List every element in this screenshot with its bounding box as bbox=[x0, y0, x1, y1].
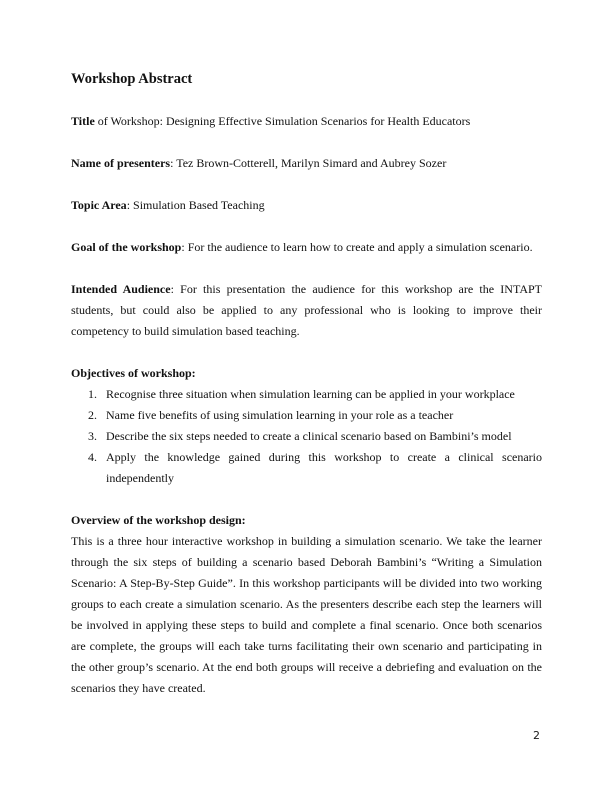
objective-text: Recognise three situation when simulation learning can be applied in your workplace bbox=[106, 387, 515, 401]
presenters-label: Name of presenters bbox=[71, 156, 171, 170]
intended-audience-field bbox=[71, 279, 542, 342]
page-content bbox=[71, 70, 542, 699]
presenters-field bbox=[71, 153, 542, 174]
objectives-title: Objectives of workshop: bbox=[71, 366, 196, 380]
topic-area-value: Simulation Based Teaching bbox=[133, 198, 265, 212]
goal-field bbox=[71, 237, 542, 258]
objective-number: 2. bbox=[88, 408, 97, 422]
workshop-title-label-rest: of Workshop: bbox=[94, 114, 166, 128]
intended-audience-value: For this presentation the audience for this workshop are the INTAPT students, but could also be applied to any professional who is looking to improve their competency to build simulation based teaching. bbox=[71, 282, 542, 338]
page-title: Workshop Abstract bbox=[71, 71, 193, 87]
objective-item bbox=[71, 384, 542, 405]
objective-text: Name five benefits of using simulation learning in your role as a teacher bbox=[106, 408, 454, 422]
intended-audience-label: Intended Audience bbox=[71, 282, 171, 296]
workshop-title-field bbox=[71, 111, 542, 132]
goal-label: Goal of the workshop bbox=[71, 240, 182, 254]
objectives-list bbox=[71, 384, 542, 489]
topic-area-label: Topic Area bbox=[71, 198, 127, 212]
objective-number: 4. bbox=[88, 450, 97, 464]
objective-number: 1. bbox=[88, 387, 97, 401]
objective-text: Apply the knowledge gained during this workshop to create a clinical scenario independently bbox=[106, 450, 542, 485]
presenters-value: Tez Brown-Cotterell, Marilyn Simard and Aubrey Sozer bbox=[176, 156, 447, 170]
objective-number: 3. bbox=[88, 429, 97, 443]
overview-paragraph: This is a three hour interactive workshop in building a simulation scenario. We take the learner through the six steps of building a scenario based Deborah Bambini’s “Writing a Simulation Scenario: A Step-By-Step Guide”. In this workshop participants will be divided into two working groups to each create a simulation scenario. As the presenters describe each step the learners will be involved in applying these steps to build and complete a final scenario. Once both scenarios are complete, the groups will each take turns facilitating their own scenario and participating in the other group’s scenario. At the end both groups will receive a debriefing and evaluation on the scenarios they have created. bbox=[71, 534, 542, 695]
workshop-title-value: Designing Effective Simulation Scenarios for Health Educators bbox=[165, 114, 471, 128]
goal-sep: : bbox=[181, 240, 188, 254]
topic-area-sep: : bbox=[126, 198, 134, 212]
overview-title: Overview of the workshop design: bbox=[71, 513, 246, 527]
objective-text: Describe the six steps needed to create a clinical scenario based on Bambini’s model bbox=[106, 429, 512, 443]
objective-item bbox=[71, 447, 542, 489]
goal-value: For the audience to learn how to create and apply a simulation scenario. bbox=[187, 240, 533, 254]
page-number: 2 bbox=[533, 729, 540, 742]
objective-item bbox=[71, 426, 542, 447]
topic-area-field bbox=[71, 195, 542, 216]
presenters-sep: : bbox=[170, 156, 177, 170]
intended-audience-sep: : bbox=[170, 282, 181, 296]
objective-item bbox=[71, 405, 542, 426]
workshop-title-label-bold: Title bbox=[71, 114, 95, 128]
